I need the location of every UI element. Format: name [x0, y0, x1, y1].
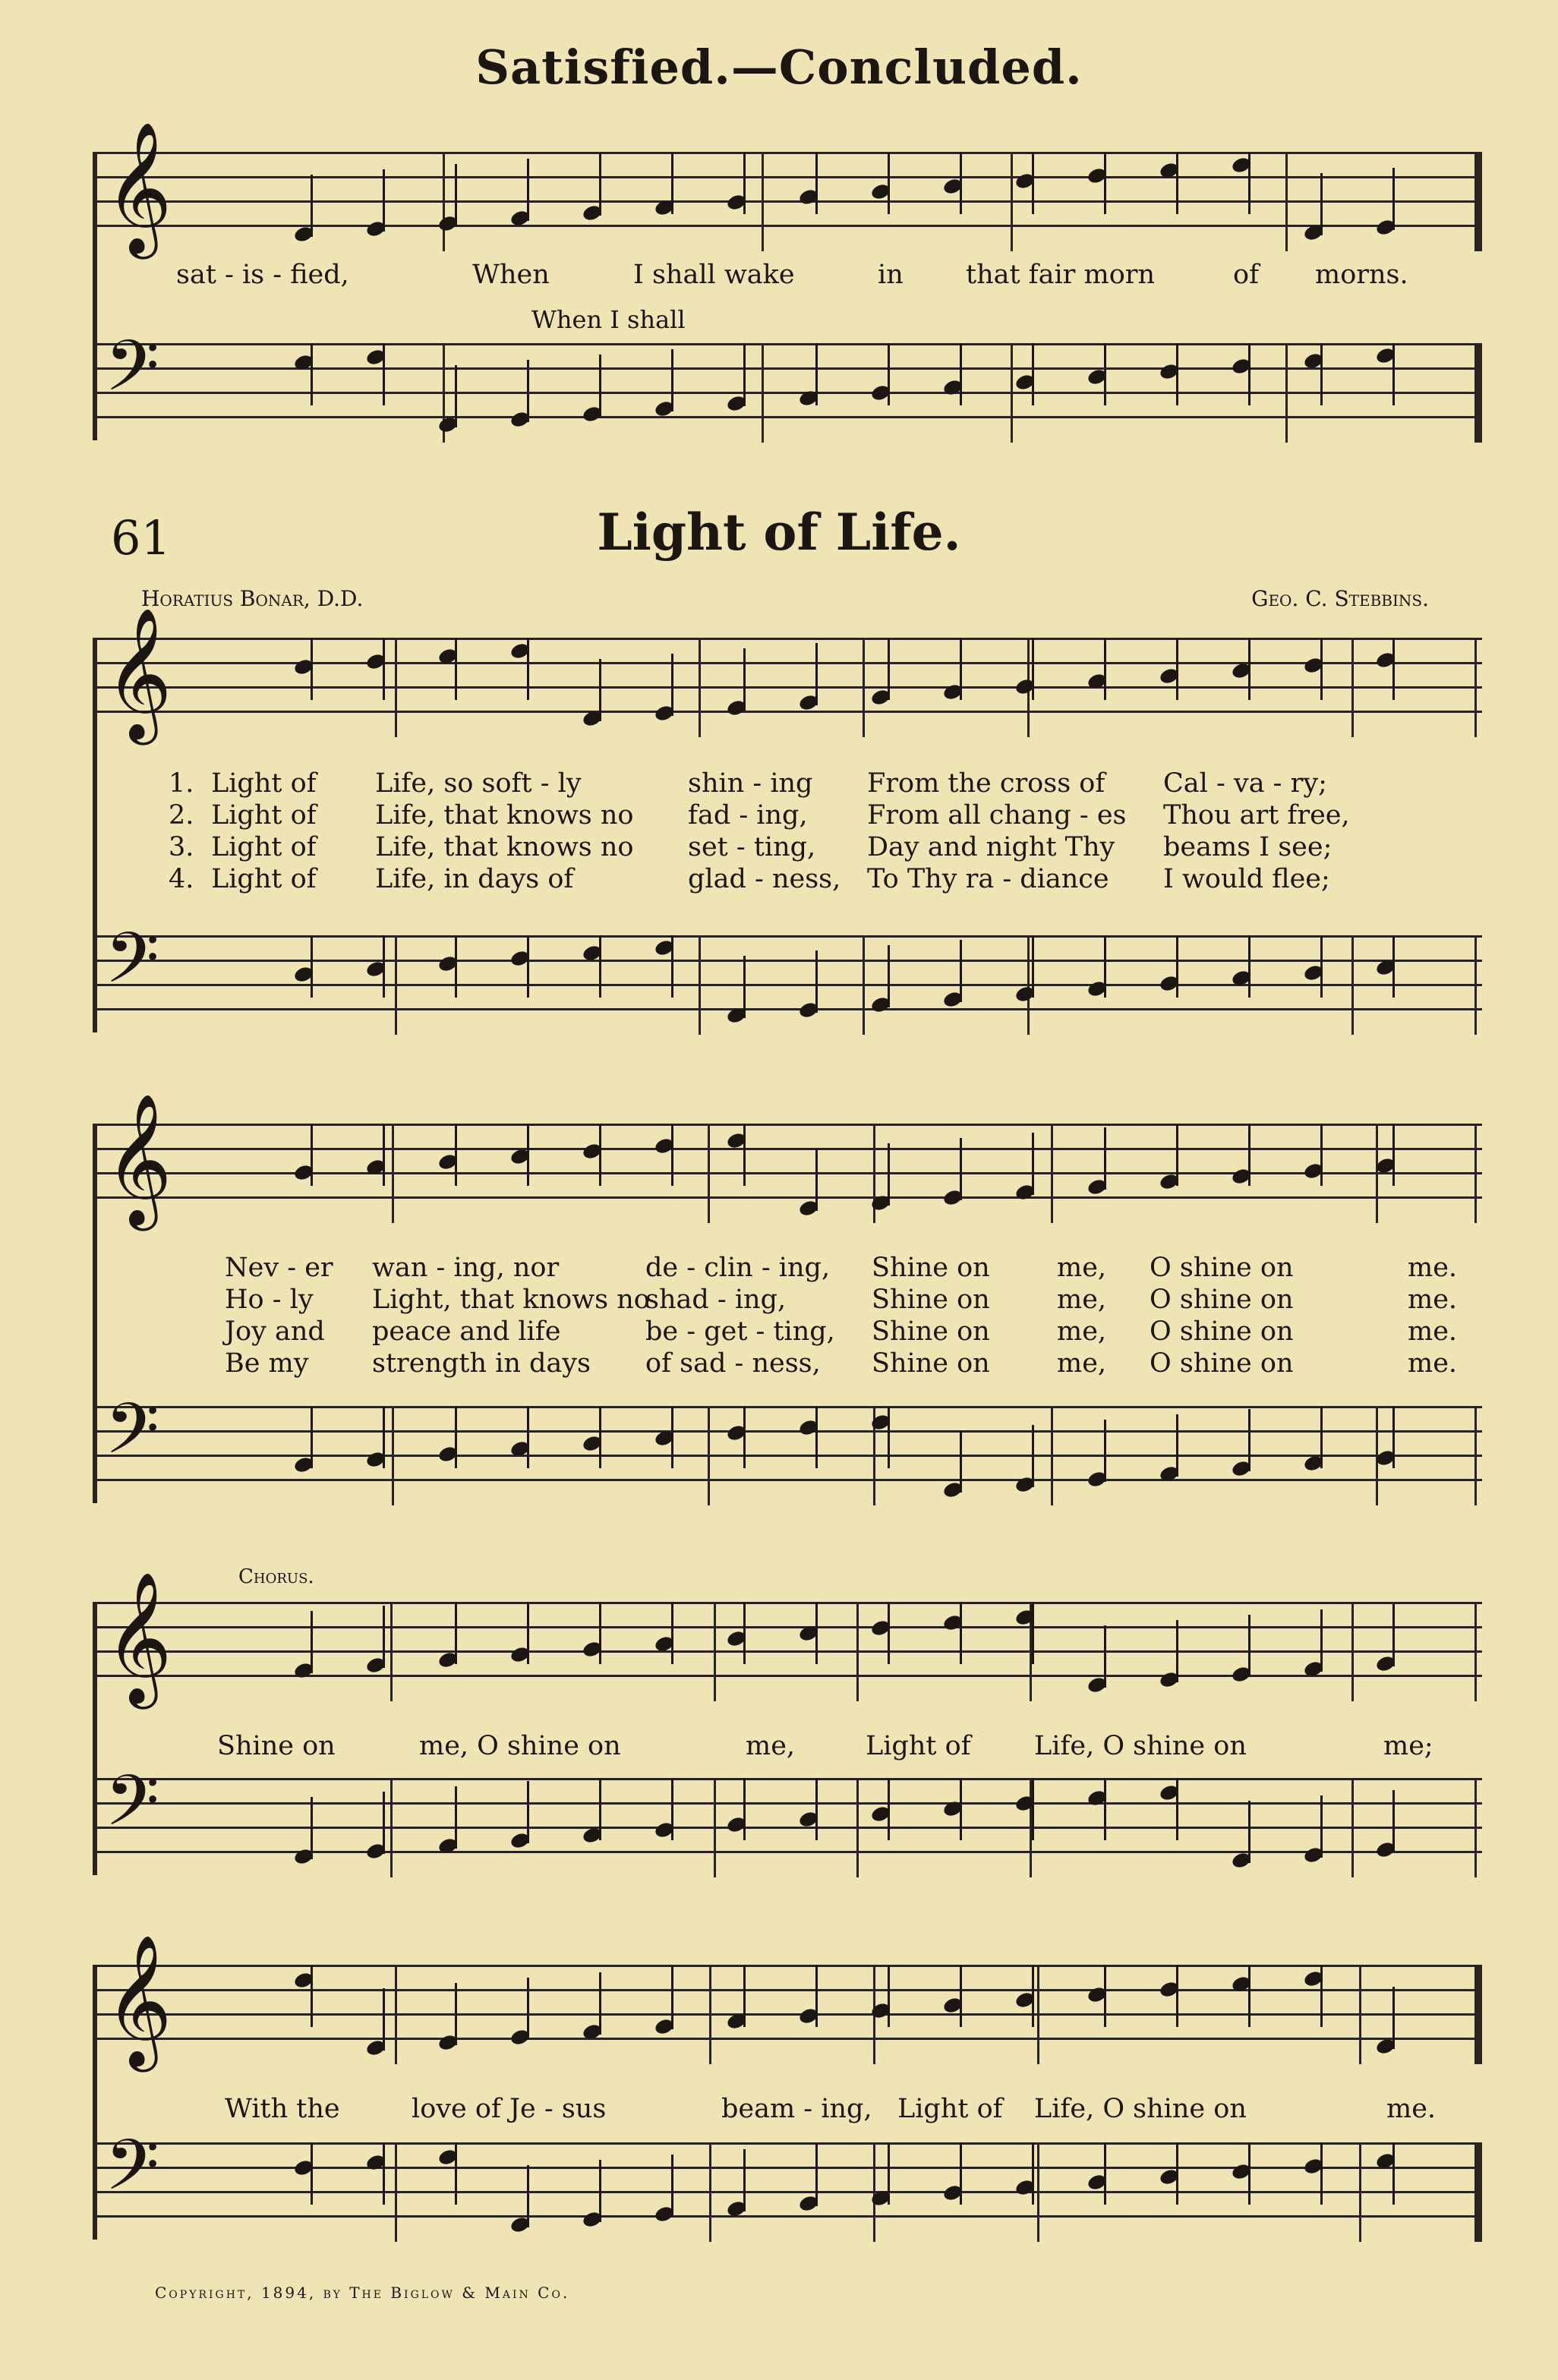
note-stem	[1032, 638, 1034, 700]
note-stem	[960, 343, 962, 405]
note-stem	[1320, 1795, 1323, 1858]
treble-clef-icon: 𝄞	[105, 1934, 172, 2066]
note-stem	[1176, 1778, 1178, 1840]
lyric-syllable: me.	[1408, 1253, 1458, 1283]
note-stem	[960, 2142, 962, 2205]
note-stem	[1392, 935, 1395, 998]
note-stem	[815, 152, 818, 214]
note-stem	[1032, 935, 1034, 998]
note-stem	[743, 1965, 746, 2027]
note-stem	[455, 1124, 457, 1186]
lyric-syllable: wan - ing, nor	[372, 1253, 560, 1283]
note-stem	[1320, 1965, 1323, 2027]
lyric-syllable: love of Je - sus	[412, 2094, 607, 2124]
note-stem	[1104, 152, 1106, 214]
note-stem	[1032, 2142, 1034, 2205]
note-stem	[527, 1602, 529, 1664]
lyric-syllable: O shine on	[1150, 1253, 1294, 1283]
note-stem	[1248, 1124, 1250, 1186]
note-stem	[1176, 935, 1178, 998]
lyric-syllable: me, O shine on	[419, 1731, 621, 1761]
note-stem	[815, 1406, 818, 1468]
lyric-syllable: Shine on	[872, 1316, 990, 1347]
note-stem	[1248, 152, 1250, 214]
note-stem	[815, 2144, 818, 2206]
note-stem	[383, 935, 385, 998]
lyric-syllable: me.	[1386, 2094, 1437, 2124]
lyric-syllable: Light of	[211, 800, 317, 831]
note-stem	[1320, 173, 1323, 235]
note-stem	[815, 950, 818, 1013]
note-stem	[311, 343, 313, 405]
note-stem	[311, 1124, 313, 1186]
note-stem	[599, 153, 601, 216]
treble-clef-icon: 𝄞	[105, 1093, 172, 1225]
note-stem	[455, 935, 457, 998]
note-stem	[1320, 638, 1323, 700]
bass-clef-icon: 𝄢	[105, 918, 160, 1017]
note-stem	[1392, 638, 1395, 700]
copyright-notice: Copyright, 1894, by The Biglow & Main Co.	[155, 2284, 570, 2302]
lyric-syllable: Life, that knows no	[375, 800, 634, 831]
note-stem	[671, 654, 673, 716]
note-stem	[1320, 1124, 1323, 1186]
lyric-syllable: Life, O shine on	[1034, 2094, 1247, 2124]
note-stem	[1320, 2142, 1323, 2205]
note-stem	[383, 638, 385, 700]
note-stem	[671, 349, 673, 411]
lyric-syllable: me.	[1408, 1316, 1458, 1347]
note-stem	[743, 1778, 746, 1840]
lyric-syllable: With the	[225, 2094, 340, 2124]
note-stem	[527, 1781, 529, 1843]
note-stem	[1104, 638, 1106, 700]
note-stem	[1320, 1609, 1323, 1672]
note-stem	[1176, 343, 1178, 405]
note-stem	[671, 2155, 673, 2217]
note-stem	[455, 2142, 457, 2205]
lyric-syllable: Nev - er	[225, 1253, 333, 1283]
note-stem	[599, 1778, 601, 1840]
lyric-syllable: From all chang - es	[867, 800, 1127, 831]
lyric-syllable: me,	[1057, 1348, 1107, 1379]
bass-clef-icon: 𝄢	[105, 1389, 160, 1487]
verse-number: 4.	[169, 864, 194, 894]
lyric-syllable: glad - ness,	[688, 864, 841, 894]
lyric-syllable: Light of	[866, 1731, 971, 1761]
lyric-syllable: Life, in days of	[375, 864, 574, 894]
treble-staff	[97, 121, 1482, 254]
note-stem	[383, 169, 385, 232]
hymn-title: Light of Life.	[597, 503, 961, 562]
note-stem	[1104, 2142, 1106, 2205]
note-stem	[888, 1406, 890, 1468]
note-stem	[1248, 1965, 1250, 2027]
lyric-syllable: I would flee;	[1163, 864, 1330, 894]
bass-staff	[97, 918, 1482, 1032]
note-stem	[1320, 935, 1323, 998]
note-stem	[311, 1797, 313, 1859]
note-stem	[383, 1988, 385, 2051]
note-stem	[1176, 1965, 1178, 2027]
note-stem	[960, 638, 962, 700]
bass-staff	[97, 326, 1482, 440]
note-stem	[1176, 1620, 1178, 1682]
verse-number: 3.	[169, 832, 194, 862]
treble-staff	[97, 1934, 1482, 2066]
lyric-syllable: shin - ing	[688, 768, 813, 799]
note-stem	[960, 1430, 962, 1493]
note-stem	[311, 1611, 313, 1673]
note-stem	[527, 1406, 529, 1468]
note-stem	[527, 2165, 529, 2227]
note-stem	[888, 1602, 890, 1664]
note-stem	[527, 1978, 529, 2040]
treble-staff	[97, 607, 1482, 739]
note-stem	[1104, 343, 1106, 405]
note-stem	[1392, 1987, 1395, 2049]
final-barline	[1474, 1965, 1482, 2064]
note-stem	[671, 1967, 673, 2029]
note-stem	[815, 1602, 818, 1664]
note-stem	[671, 1778, 673, 1840]
lyric-syllable: Cal - va - ry;	[1163, 768, 1327, 799]
note-stem	[888, 152, 890, 214]
note-stem	[1248, 935, 1250, 998]
lyric-syllable: me.	[1408, 1285, 1458, 1315]
lyric-syllable: From the cross of	[867, 768, 1105, 799]
treble-staff	[97, 1093, 1482, 1225]
note-stem	[743, 1406, 746, 1468]
verse-number: 1.	[169, 768, 194, 799]
bass-clef-icon: 𝄢	[105, 1761, 160, 1859]
lyric-syllable: O shine on	[1150, 1285, 1294, 1315]
note-stem	[1248, 1801, 1250, 1863]
note-stem	[311, 2142, 313, 2205]
note-stem	[311, 175, 313, 237]
note-stem	[527, 935, 529, 998]
bass-clef-icon: 𝄢	[105, 326, 160, 424]
lyric-syllable: beams I see;	[1163, 832, 1332, 862]
lyric-syllable: Life, that knows no	[375, 832, 634, 862]
lyric-syllable: When	[472, 260, 550, 290]
hymn-author: Horatius Bonar, D.D.	[141, 586, 364, 611]
lyric-syllable: of	[1233, 260, 1260, 290]
lyric-syllable: Light, that knows no	[372, 1285, 650, 1315]
note-stem	[671, 935, 673, 998]
note-stem	[1104, 935, 1106, 998]
note-stem	[960, 940, 962, 1002]
lyric-syllable: O shine on	[1150, 1348, 1294, 1379]
hymn-number: 61	[111, 510, 171, 566]
note-stem	[888, 945, 890, 1007]
lyric-syllable: Joy and	[225, 1316, 325, 1347]
note-stem	[743, 648, 746, 711]
note-stem	[599, 935, 601, 998]
note-stem	[455, 638, 457, 700]
note-stem	[1320, 1406, 1323, 1468]
note-stem	[671, 1124, 673, 1186]
note-stem	[960, 1138, 962, 1200]
lyric-syllable: me,	[1057, 1253, 1107, 1283]
note-stem	[599, 1124, 601, 1186]
lyric-syllable: morns.	[1315, 260, 1408, 290]
lyric-syllable: of sad - ness,	[645, 1348, 821, 1379]
note-stem	[311, 638, 313, 700]
lyric-syllable: beam - ing,	[721, 2094, 872, 2124]
note-stem	[815, 643, 818, 705]
note-stem	[599, 659, 601, 721]
note-stem	[815, 1965, 818, 2027]
note-stem	[527, 638, 529, 700]
note-stem	[599, 1602, 601, 1664]
final-barline	[1474, 152, 1482, 251]
note-stem	[383, 2142, 385, 2205]
lyric-syllable: Shine on	[872, 1253, 990, 1283]
note-stem	[1104, 1127, 1106, 1190]
note-stem	[527, 1124, 529, 1186]
lyric-syllable: Shine on	[872, 1285, 990, 1315]
lyric-syllable: Light of	[897, 2094, 1003, 2124]
note-stem	[311, 1965, 313, 2027]
note-stem	[1392, 168, 1395, 230]
treble-clef-icon: 𝄞	[105, 607, 172, 739]
lyric-syllable: Day and night Thy	[867, 832, 1115, 862]
note-stem	[743, 956, 746, 1018]
lyric-syllable: sat - is - fied,	[176, 260, 349, 290]
lyric-syllable: Light of	[211, 832, 317, 862]
note-stem	[1032, 152, 1034, 214]
lyric-syllable: strength in days	[372, 1348, 591, 1379]
lyric-syllable: me,	[1057, 1316, 1107, 1347]
note-stem	[888, 1965, 890, 2027]
note-stem	[1248, 638, 1250, 700]
hymn-composer: Geo. C. Stebbins.	[1251, 586, 1429, 611]
note-stem	[383, 1406, 385, 1468]
treble-clef-icon: 𝄞	[105, 1571, 172, 1704]
note-stem	[1104, 1778, 1106, 1840]
note-stem	[455, 1983, 457, 2045]
chorus-label: Chorus.	[238, 1565, 314, 1588]
note-stem	[743, 1124, 746, 1186]
lyric-syllable: Light of	[211, 768, 317, 799]
lyric-syllable: that fair morn	[966, 260, 1156, 290]
lyric-syllable: be - get - ting,	[645, 1316, 835, 1347]
note-stem	[383, 1792, 385, 1854]
note-stem	[888, 1143, 890, 1206]
note-stem	[1032, 1778, 1034, 1840]
note-stem	[1392, 1124, 1395, 1186]
bass-staff	[97, 2125, 1482, 2240]
lyric-syllable: fad - ing,	[688, 800, 808, 831]
note-stem	[1032, 1602, 1034, 1664]
note-stem	[1392, 2142, 1395, 2205]
note-stem	[743, 344, 746, 406]
note-stem	[1176, 1124, 1178, 1186]
note-stem	[815, 1778, 818, 1840]
note-stem	[599, 1972, 601, 2035]
bass-clef-icon: 𝄢	[105, 2125, 160, 2224]
bass-lyric: When I shall	[531, 305, 686, 334]
note-stem	[1104, 1420, 1106, 1482]
lyric-syllable: set - ting,	[688, 832, 816, 862]
note-stem	[960, 1778, 962, 1840]
lyric-syllable: I shall wake	[633, 260, 795, 290]
note-stem	[1032, 1425, 1034, 1487]
note-stem	[599, 1406, 601, 1468]
lyric-syllable: O shine on	[1150, 1316, 1294, 1347]
lyric-syllable: me;	[1383, 1731, 1433, 1761]
note-stem	[960, 1965, 962, 2027]
note-stem	[1032, 343, 1034, 405]
lyric-syllable: Thou art free,	[1163, 800, 1350, 831]
note-stem	[671, 1406, 673, 1468]
note-stem	[815, 1149, 818, 1211]
note-stem	[888, 2142, 890, 2205]
note-stem	[1248, 343, 1250, 405]
note-stem	[455, 365, 457, 427]
bass-staff	[97, 1761, 1482, 1875]
note-stem	[455, 1406, 457, 1468]
note-stem	[1248, 1615, 1250, 1677]
lyric-syllable: Be my	[225, 1348, 309, 1379]
note-stem	[455, 1786, 457, 1849]
note-stem	[1392, 1790, 1395, 1852]
note-stem	[1392, 1604, 1395, 1666]
lyric-syllable: in	[878, 260, 904, 290]
note-stem	[1176, 1414, 1178, 1477]
lyric-syllable: me.	[1408, 1348, 1458, 1379]
lyric-syllable: de - clin - ing,	[645, 1253, 831, 1283]
lyric-syllable: shad - ing,	[645, 1285, 787, 1315]
lyric-syllable: peace and life	[372, 1316, 561, 1347]
note-stem	[1176, 152, 1178, 214]
note-stem	[743, 152, 746, 214]
note-stem	[743, 2149, 746, 2211]
lyric-syllable: Shine on	[872, 1348, 990, 1379]
note-stem	[1392, 343, 1395, 405]
note-stem	[671, 152, 673, 214]
note-stem	[1104, 1965, 1106, 2027]
lyric-syllable: me,	[1057, 1285, 1107, 1315]
lyric-syllable: me,	[746, 1731, 796, 1761]
note-stem	[527, 360, 529, 422]
note-stem	[1176, 2142, 1178, 2205]
note-stem	[1248, 2142, 1250, 2205]
note-stem	[1392, 1406, 1395, 1468]
note-stem	[1248, 1409, 1250, 1471]
note-stem	[1320, 343, 1323, 405]
note-stem	[1032, 1133, 1034, 1195]
note-stem	[671, 1602, 673, 1664]
lyric-syllable: To Thy ra - diance	[867, 864, 1109, 894]
page-title: Satisfied.—Concluded.	[475, 39, 1083, 95]
note-stem	[960, 152, 962, 214]
note-stem	[1176, 638, 1178, 700]
note-stem	[455, 164, 457, 226]
note-stem	[599, 355, 601, 417]
lyric-syllable: Life, O shine on	[1034, 1731, 1247, 1761]
note-stem	[743, 1602, 746, 1664]
note-stem	[888, 638, 890, 700]
note-stem	[1032, 1965, 1034, 2027]
note-stem	[311, 935, 313, 998]
note-stem	[815, 343, 818, 405]
note-stem	[1104, 1625, 1106, 1688]
note-stem	[455, 1602, 457, 1664]
note-stem	[599, 2160, 601, 2222]
note-stem	[888, 1778, 890, 1840]
treble-clef-icon: 𝄞	[105, 121, 172, 254]
lyric-syllable: Light of	[211, 864, 317, 894]
verse-number: 2.	[169, 800, 194, 831]
lyric-syllable: Shine on	[217, 1731, 336, 1761]
note-stem	[383, 343, 385, 405]
lyric-syllable: Ho - ly	[225, 1285, 314, 1315]
lyric-syllable: Life, so soft - ly	[375, 768, 582, 799]
note-stem	[383, 1606, 385, 1668]
note-stem	[888, 343, 890, 405]
note-stem	[311, 1406, 313, 1468]
note-stem	[960, 1602, 962, 1664]
note-stem	[383, 1124, 385, 1186]
note-stem	[527, 159, 529, 221]
bass-staff	[97, 1389, 1482, 1503]
